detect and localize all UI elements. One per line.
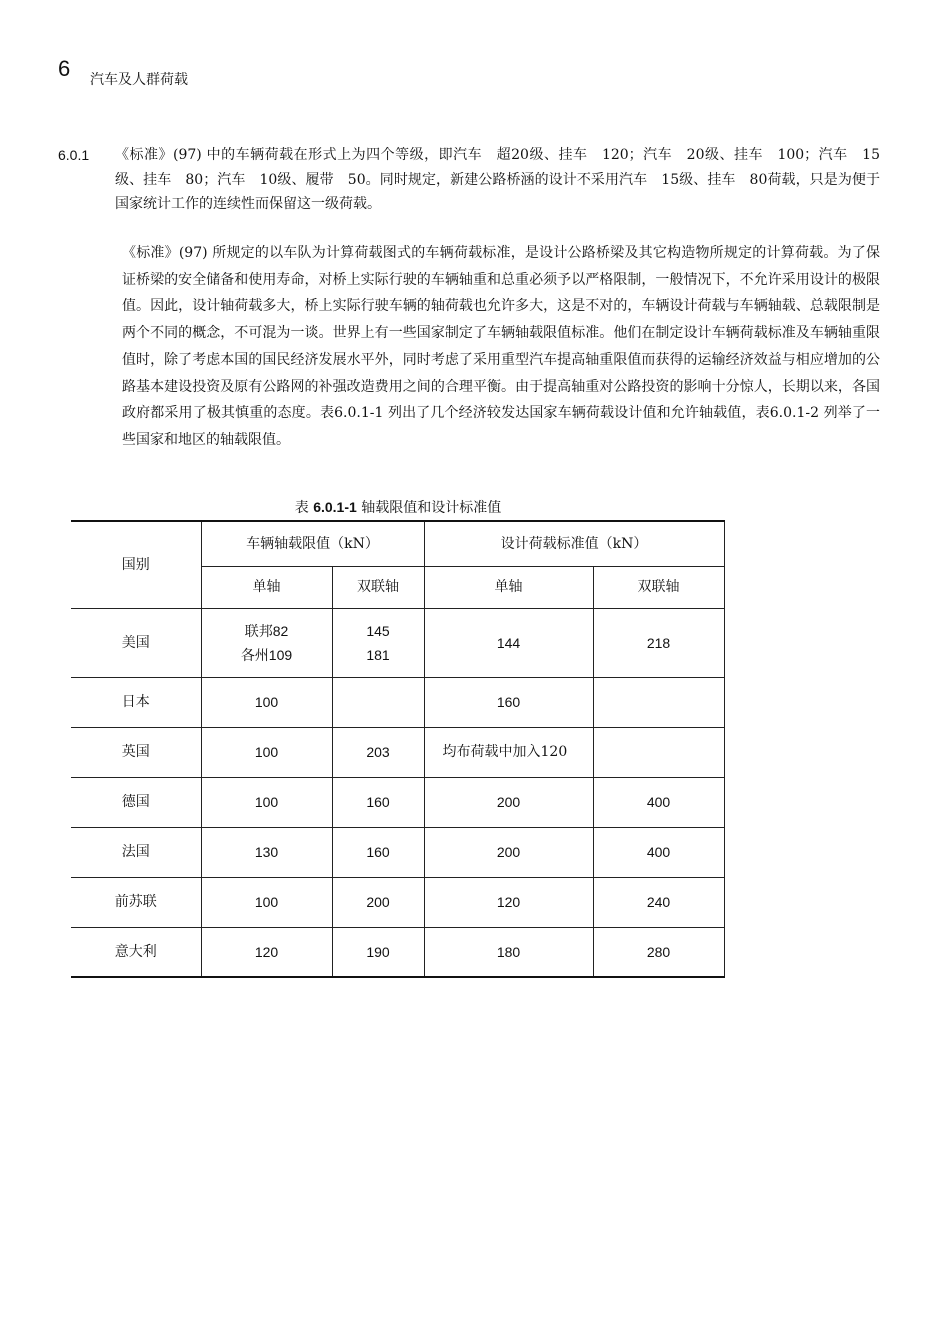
cell-design-tandem: 280 — [593, 927, 724, 977]
header-design-tandem: 双联轴 — [593, 566, 724, 608]
table-row — [71, 827, 724, 877]
cell-design-single: 180 — [424, 927, 593, 977]
axle-load-table — [71, 520, 725, 978]
table-row — [71, 677, 724, 727]
cell-country: 美国 — [71, 608, 201, 677]
cell-limit-single: 120 — [201, 927, 332, 977]
table-row — [71, 608, 724, 677]
cell-line: 181 — [366, 646, 390, 663]
section-number: 6.0.1 — [58, 147, 90, 163]
cell-limit-single: 100 — [201, 777, 332, 827]
header-axle-limit-group: 车辆轴载限值（kN） — [201, 521, 424, 566]
cell-limit-tandem — [332, 608, 424, 677]
header-limit-tandem: 双联轴 — [332, 566, 424, 608]
cell-country: 德国 — [71, 777, 201, 827]
cell-limit-tandem: 203 — [332, 727, 424, 777]
table-row — [71, 877, 724, 927]
header-limit-single: 单轴 — [201, 566, 332, 608]
cell-limit-single: 130 — [201, 827, 332, 877]
section-paragraph-2: 《标准》(97) 所规定的以车队为计算荷载图式的车辆荷载标准，是设计公路桥梁及其它构造物所规定的计算荷载。为了保证桥梁的安全储备和使用寿命，对桥上实际行驶的车辆轴重和总重必须予以严格限制，一般情况下，不允许采用设计的极限值。因此，设计轴荷载多大，桥上实际行驶车辆的轴荷载也允许多大，这是不对的，车辆设计荷载与车辆轴载、总载限制是两个不同的概念，不可混为一谈。世界上有一些国家制定了车辆轴载限值标准。他们在制定设计车辆荷载标准及车辆轴重限值时，除了考虑本国的国民经济发展水平外，同时考虑了采用重型汽车提高轴重限值而获得的运输经济效益与相应增加的公路基本建设投资及原有公路网的补强改造费用之间的合理平衡。由于提高轴重对公路投资的影响十分惊人，长期以来，各国政府都采用了极其慎重的态度。表6.0.1-1 列出了几个经济较发达国家车辆荷载设计值和允许轴载值，表6.0.1-2 列举了一些国家和地区的轴载限值。 — [122, 245, 880, 448]
cell-limit-tandem: 190 — [332, 927, 424, 977]
table-caption-number: 6.0.1-1 — [313, 499, 357, 515]
cell-design-tandem: 240 — [593, 877, 724, 927]
cell-limit-single: 100 — [201, 877, 332, 927]
cell-limit-single: 100 — [201, 727, 332, 777]
header-design-single: 单轴 — [424, 566, 593, 608]
table-row — [71, 727, 724, 777]
cell-design-tandem: 218 — [593, 608, 724, 677]
cell-country: 法国 — [71, 827, 201, 877]
cell-design-single: 200 — [424, 827, 593, 877]
cell-design-tandem: 400 — [593, 777, 724, 827]
cell-line: 145 — [366, 622, 390, 639]
table-row — [71, 777, 724, 827]
cell-limit-tandem: 160 — [332, 827, 424, 877]
cell-limit-single: 100 — [201, 677, 332, 727]
cell-limit-tandem: 200 — [332, 877, 424, 927]
section-paragraph-1: 《标准》(97) 中的车辆荷载在形式上为四个等级，即汽车 超20级、挂车 120；汽车 20级、挂车 100；汽车 15级、挂车 80；汽车 10级、履带 50。同时规定，新建公路桥涵的设计不采用汽车 15级、挂车 80荷载，只是为便于国家统计工作的连续性而保留这一级荷载。 — [115, 147, 880, 212]
table-caption-title: 轴载限值和设计标准值 — [361, 500, 502, 516]
cell-design-tandem — [593, 677, 724, 727]
cell-limit-tandem — [332, 677, 424, 727]
cell-design-single: 160 — [424, 677, 593, 727]
cell-country: 前苏联 — [71, 877, 201, 927]
cell-design-tandem: 400 — [593, 827, 724, 877]
cell-design-tandem — [593, 727, 724, 777]
chapter-number: 6 — [58, 56, 71, 81]
table-caption — [72, 497, 724, 518]
cell-country: 日本 — [71, 677, 201, 727]
cell-design-single: 200 — [424, 777, 593, 827]
cell-design-single: 120 — [424, 877, 593, 927]
cell-limit-single — [201, 608, 332, 677]
cell-line: 联邦82 — [244, 622, 289, 639]
header-country: 国别 — [71, 521, 201, 608]
cell-limit-tandem: 160 — [332, 777, 424, 827]
table-caption-prefix: 表 — [294, 500, 309, 516]
chapter-title: 汽车及人群荷载 — [90, 72, 188, 88]
cell-country: 意大利 — [71, 927, 201, 977]
cell-country: 英国 — [71, 727, 201, 777]
cell-line: 各州109 — [240, 646, 293, 663]
cell-design-single: 144 — [424, 608, 593, 677]
table-row — [71, 927, 724, 977]
header-design-load-group: 设计荷载标准值（kN） — [424, 521, 724, 566]
cell-design-single: 均布荷载中加入120 — [424, 727, 593, 777]
